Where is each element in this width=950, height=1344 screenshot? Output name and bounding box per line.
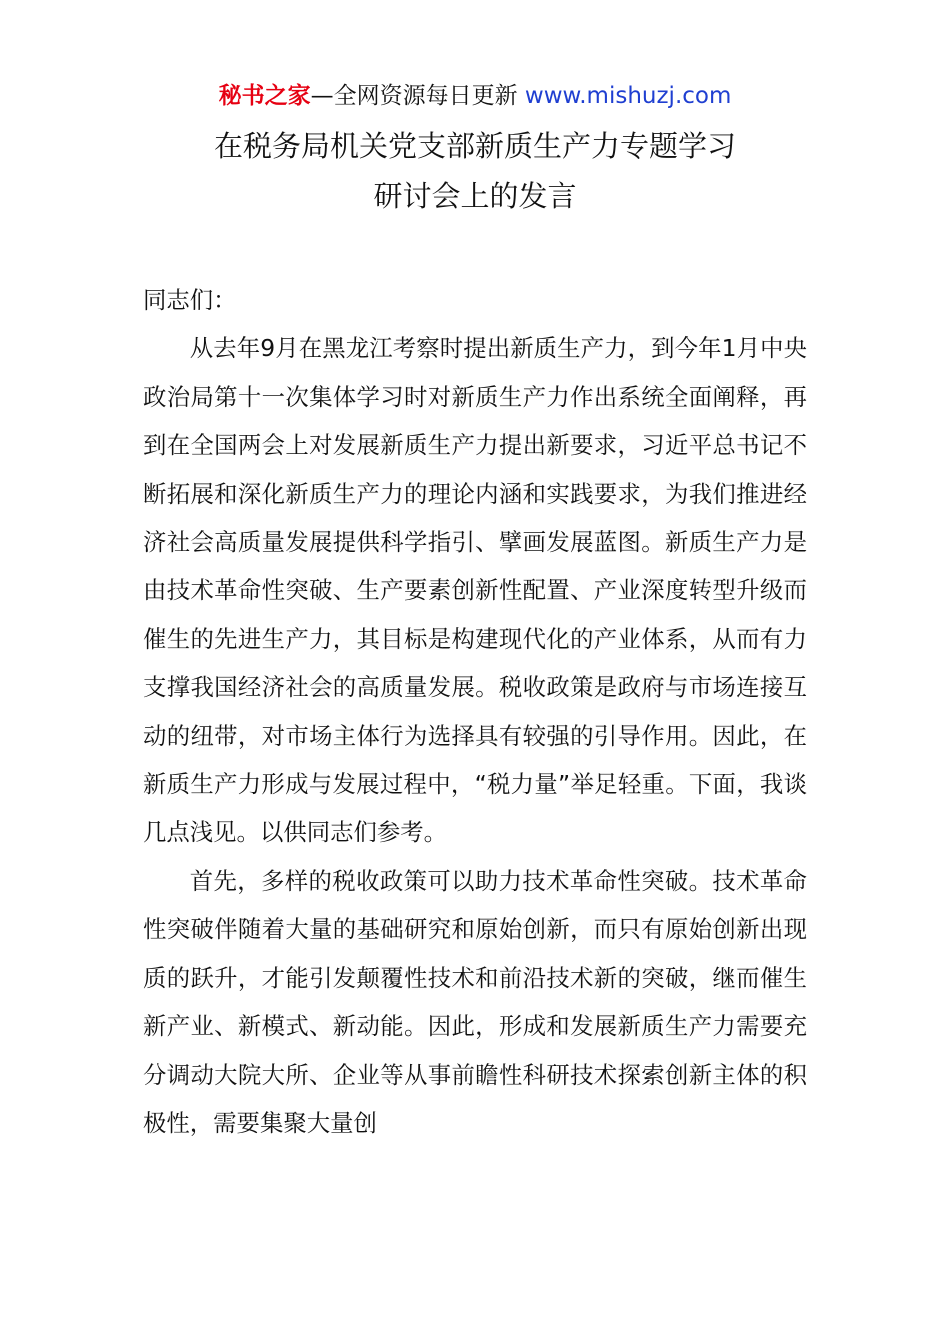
brand-name: 秘书之家 bbox=[218, 83, 311, 109]
site-header bbox=[0, 78, 950, 114]
paragraph: 从去年9月在黑龙江考察时提出新质生产力，到今年1月中央政治局第十一次集体学习时对新质生产力作出系统全面阐释，再到在全国两会上对发展新质生产力提出新要求，习近平总书记不断拓展和深化新质生产力的理论内涵和实践要求，为我们推进经济社会高质量发展提供科学指引、擘画发展蓝图。新质生产力是由技术革命性突破、生产要素创新性配置、产业深度转型升级而催生的先进生产力，其目标是构建现代化的产业体系，从而有力支撑我国经济社会的高质量发展。税收政策是政府与市场连接互动的纽带，对市场主体行为选择具有较强的引导作用。因此，在新质生产力形成与发展过程中，“税力量”举足轻重。下面，我谈几点浅见。以供同志们参考。 bbox=[143, 334, 807, 847]
header-tagline: —全网资源每日更新 bbox=[310, 83, 518, 109]
salutation: 同志们： bbox=[143, 286, 237, 314]
document-title-line-1: 在税务局机关党支部新质生产力专题学习 bbox=[213, 129, 736, 163]
document-title-line-2: 研讨会上的发言 bbox=[373, 179, 577, 213]
site-url-link[interactable]: www.mishuzj.com bbox=[524, 83, 732, 109]
paragraph: 首先，多样的税收政策可以助力技术革命性突破。技术革命性突破伴随着大量的基础研究和原始创新，而只有原始创新出现质的跃升，才能引发颠覆性技术和前沿技术新的突破，继而催生新产业、新模式、新动能。因此，形成和发展新质生产力需要充分调动大院大所、企业等从事前瞻性科研技术探索创新主体的积极性，需要集聚大量创 bbox=[143, 866, 807, 1137]
document-body bbox=[143, 276, 807, 1147]
